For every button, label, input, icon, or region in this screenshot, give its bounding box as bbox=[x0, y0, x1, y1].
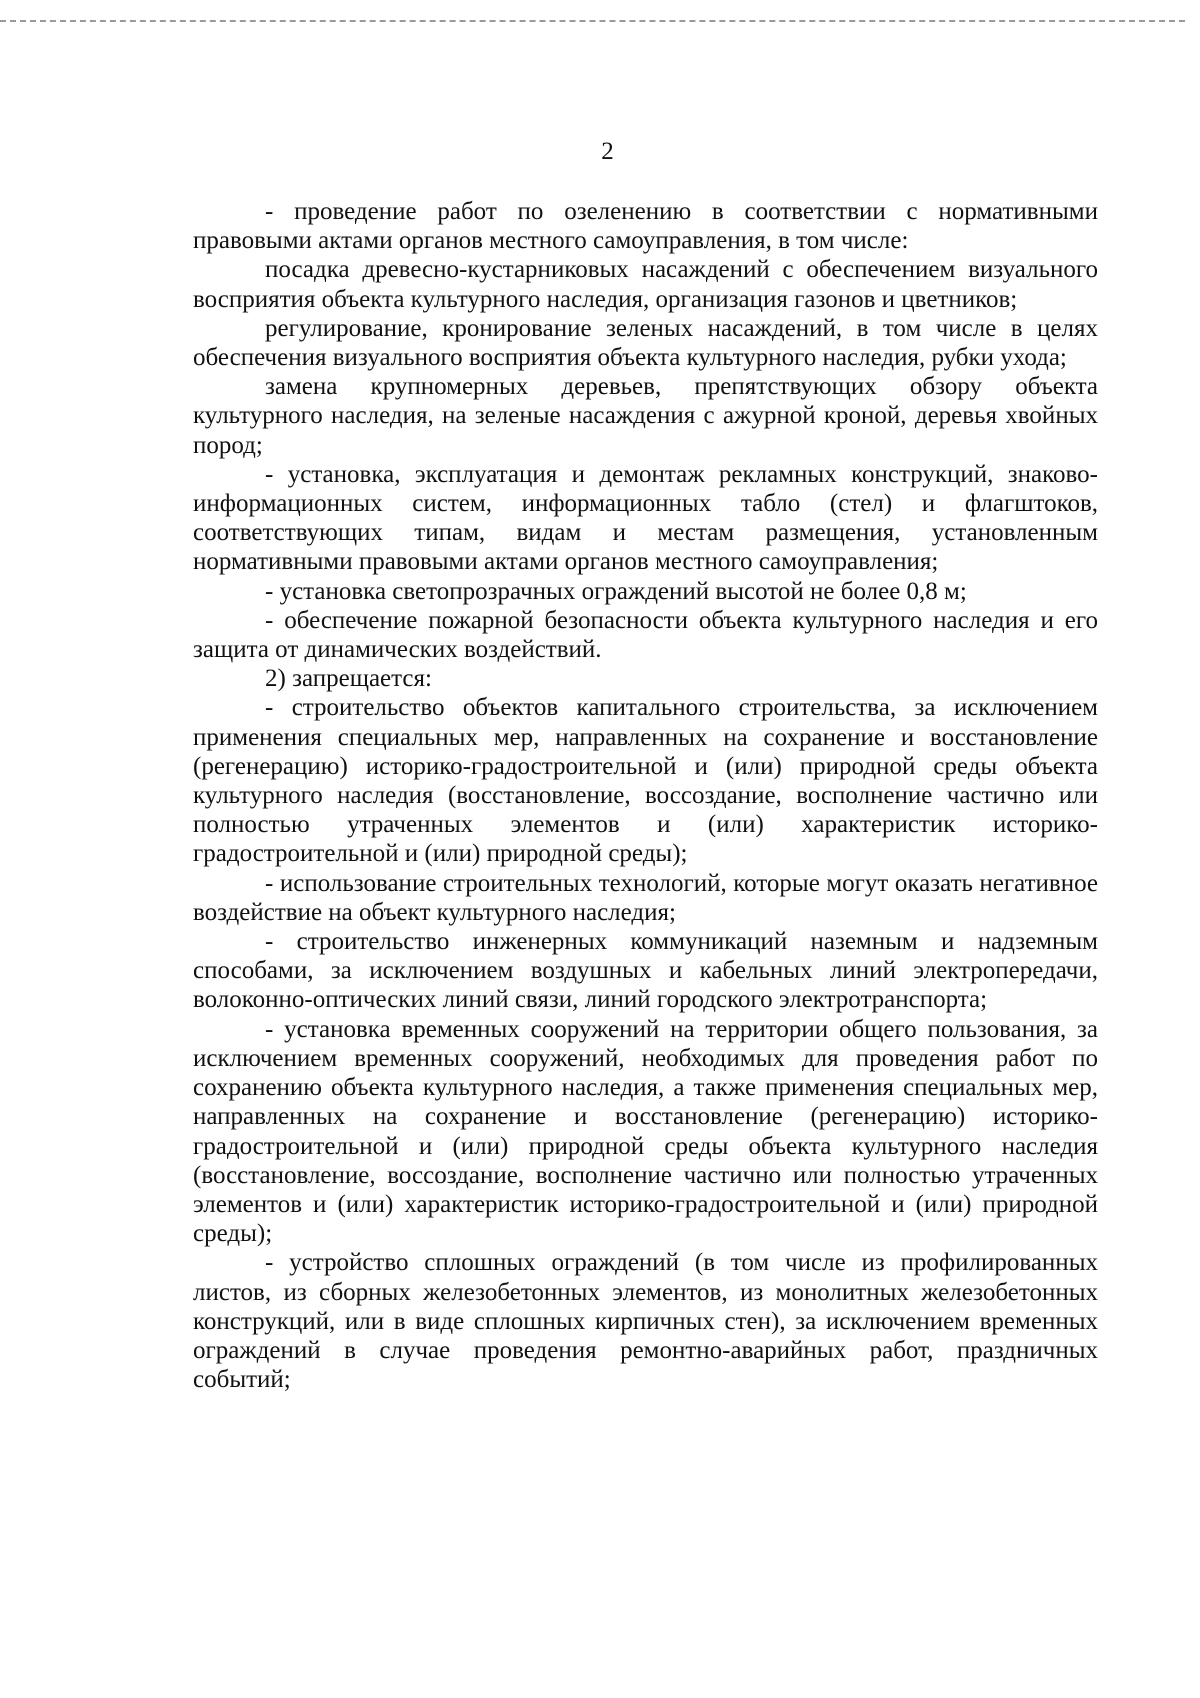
paragraph: замена крупномерных деревьев, препятствующих обзору объекта культурного наследия, на зеленые насаждения с ажурной кроной, деревья хвойных пород; bbox=[193, 373, 1098, 459]
paragraph: - обеспечение пожарной безопасности объекта культурного наследия и его защита от динамических воздействий. bbox=[193, 606, 1098, 664]
paragraph: - проведение работ по озеленению в соответствии с нормативными правовыми актами органов местного самоуправления, в том числе: bbox=[193, 198, 1098, 255]
page-number: 2 bbox=[601, 138, 614, 165]
document-body bbox=[193, 197, 1098, 1394]
paragraph: - устройство сплошных ограждений (в том числе из профилированных листов, из сборных железобетонных элементов, из монолитных железобетонных конструкций, или в виде сплошных кирпичных стен), за исключением временных ограждений в случае проведения ремонтно-аварийных работ, праздничных событий; bbox=[193, 1249, 1098, 1394]
paragraph: - строительство объектов капитального строительства, за исключением применения специальных мер, направленных на сохранение и восстановление (регенерацию) историко-градостроительной и (или) природной среды объекта культурного наследия (восстановление, воссоздание, восполнение частично или полностью утраченных элементов и (или) характеристик историко-градостроительной и (или) природной среды); bbox=[193, 694, 1098, 868]
paragraph: - строительство инженерных коммуникаций наземным и надземным способами, за исключением воздушных и кабельных линий электропередачи, волоконно-оптических линий связи, линий городского электротранспорта; bbox=[193, 928, 1098, 1014]
paragraph: регулирование, кронирование зеленых насаждений, в том числе в целях обеспечения визуального восприятия объекта культурного наследия, рубки ухода; bbox=[193, 314, 1098, 372]
paragraph: - установка временных сооружений на территории общего пользования, за исключением временных сооружений, необходимых для проведения работ по сохранению объекта культурного наследия, а также применения специальных мер, направленных на сохранение и восстановление (регенерацию) историко-градостроительной и (или) природной среды объекта культурного наследия (восстановление, воссоздание, восполнение частично или полностью утраченных элементов и (или) характеристик историко-градостроительной и (или) природной среды); bbox=[193, 1015, 1098, 1248]
scan-top-edge bbox=[0, 20, 1185, 22]
paragraph: посадка древесно-кустарниковых насаждений с обеспечением визуального восприятия объекта культурного наследия, организация газонов и цветников; bbox=[193, 256, 1098, 313]
paragraph: - использование строительных технологий, которые могут оказать негативное воздействие на объект культурного наследия; bbox=[193, 869, 1098, 926]
paragraph: - установка, эксплуатация и демонтаж рекламных конструкций, знаково-информационных систем, информационных табло (стел) и флагштоков, соответствующих типам, видам и местам размещения, установленным нормативными правовыми актами органов местного самоуправления; bbox=[193, 460, 1098, 576]
paragraph: 2) запрещается: bbox=[265, 665, 432, 693]
paragraph: - установка светопрозрачных ограждений высотой не более 0,8 м; bbox=[265, 577, 967, 605]
